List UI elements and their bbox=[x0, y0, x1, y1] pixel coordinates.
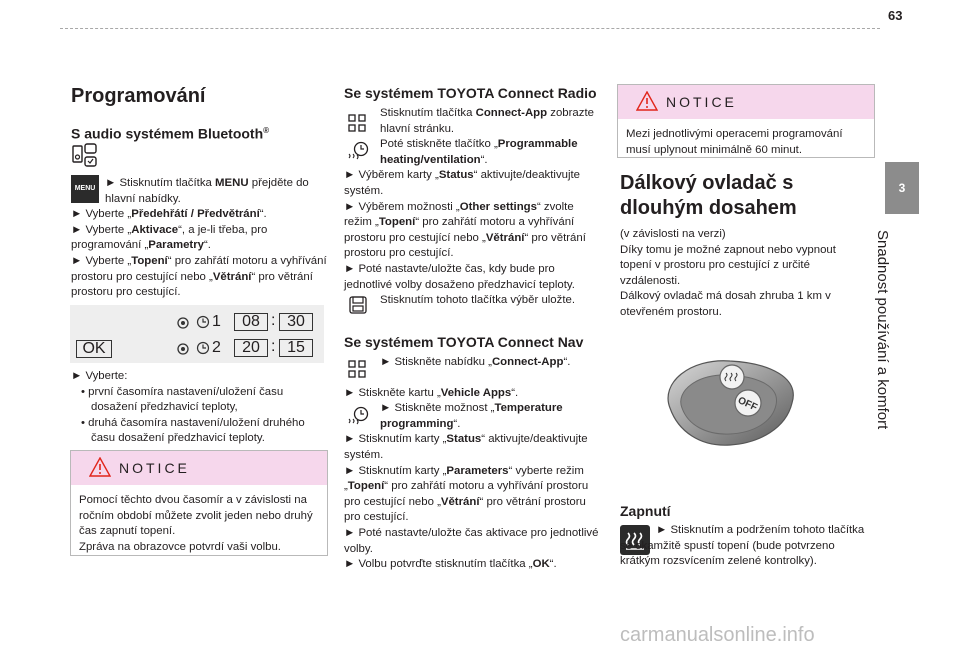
timer-2-hours[interactable]: 20 bbox=[234, 339, 268, 357]
t: Vehicle Apps bbox=[440, 386, 512, 399]
remote-range: Dálkový ovladač má dosah zhruba 1 km v otevřeném prostoru. bbox=[620, 290, 831, 318]
timer-2-colon: : bbox=[271, 338, 276, 355]
t: “ aktivujte/deaktivujte systém. bbox=[344, 169, 581, 197]
t: Topení bbox=[347, 480, 385, 493]
radio-step-1 bbox=[344, 106, 600, 137]
bluetooth-source-icon bbox=[72, 140, 98, 170]
t: “. bbox=[563, 356, 571, 368]
step-heating bbox=[71, 254, 327, 301]
t: MENU bbox=[215, 177, 249, 189]
switch-on-body bbox=[620, 523, 874, 570]
t: “. bbox=[203, 239, 211, 252]
t: přejděte do hlavní nabídky. bbox=[105, 177, 309, 205]
column-3 bbox=[620, 171, 860, 321]
bluetooth-heading bbox=[71, 122, 327, 143]
t: Programmable heating/ventilation bbox=[380, 138, 578, 166]
warning-icon bbox=[89, 457, 111, 477]
nav-step-2 bbox=[344, 386, 600, 402]
step-menu bbox=[71, 176, 327, 207]
registered-mark: ® bbox=[263, 126, 270, 135]
section-title: Programování bbox=[71, 85, 206, 107]
t: “. bbox=[480, 153, 488, 166]
preheat-icon bbox=[176, 316, 190, 330]
t: zobrazte hlavní stránku. bbox=[380, 107, 594, 135]
t: ► Stisknutím tlačítka bbox=[105, 177, 216, 189]
timer-2-minutes[interactable]: 15 bbox=[279, 339, 313, 357]
column-1 bbox=[71, 84, 327, 143]
t: Connect-App bbox=[475, 107, 548, 119]
watermark: carmanualsonline.info bbox=[620, 624, 815, 646]
chapter-title bbox=[870, 230, 930, 610]
t: ► Stiskněte možnost „ bbox=[380, 402, 495, 415]
remote-off-label: OFF bbox=[735, 395, 759, 414]
t: “. bbox=[511, 386, 519, 399]
t: Topení bbox=[378, 216, 416, 229]
t: Connect-App bbox=[491, 356, 564, 368]
radio-step-3 bbox=[344, 168, 600, 199]
radio-heading: Se systémem TOYOTA Connect Radio bbox=[344, 85, 597, 101]
t: ► Stiskněte kartu „ bbox=[344, 386, 441, 399]
notice-text: Zpráva na obrazovce potvrdí vaši volbu. bbox=[79, 540, 281, 553]
nav-step-7 bbox=[344, 557, 600, 573]
t: “ pro zahřátí motoru a vyhřívání prostoru pro cestující nebo „ bbox=[344, 216, 575, 244]
remote-title: Dálkový ovladač s dlouhým dosahem bbox=[620, 172, 797, 219]
chapter-title-text: Snadnost používání a komfort bbox=[874, 230, 891, 430]
save-icon bbox=[349, 296, 367, 314]
clock-icon bbox=[196, 315, 210, 329]
notice-title: NOTICE bbox=[666, 94, 737, 110]
t: Parameters bbox=[446, 464, 509, 477]
remote-control-image bbox=[660, 353, 800, 453]
page-number: 63 bbox=[888, 8, 903, 23]
t: “. bbox=[259, 208, 267, 221]
t: ► Vyberte „ bbox=[71, 254, 132, 267]
t: “ pro větrání prostoru pro cestující. bbox=[344, 495, 586, 524]
t: Parametry bbox=[148, 239, 204, 252]
column-2 bbox=[344, 84, 600, 102]
switch-on-text: ► Stisknutím a podržením tohoto tlačítka se okamžitě spustí topení (bude potvrzeno krátkým rozsvícením zelené kontrolky). bbox=[620, 524, 865, 568]
column-2-nav bbox=[344, 333, 600, 351]
notice-body bbox=[618, 119, 874, 164]
bullet-item: • první časomíra nastavení/uložení času dosažení předzhavicí teploty, bbox=[81, 385, 284, 414]
t: Status bbox=[446, 433, 482, 446]
t: “ pro zahřátí motoru a vyhřívání prostoru pro cestující nebo „ bbox=[344, 480, 589, 508]
nav-heading: Se systémem TOYOTA Connect Nav bbox=[344, 334, 584, 350]
t: Other settings bbox=[459, 200, 537, 213]
column-2-nav-body bbox=[344, 355, 600, 573]
timer-display bbox=[70, 305, 324, 363]
nav-step-6: ► Poté nastavte/uložte čas aktivace pro jednotlivé volby. bbox=[344, 526, 599, 555]
t: Větrání bbox=[212, 270, 252, 283]
t: Status bbox=[438, 169, 474, 182]
bluetooth-heading-text: S audio systémem Bluetooth bbox=[71, 125, 264, 142]
select-line: ► Vyberte: bbox=[71, 370, 128, 382]
t: Větrání bbox=[485, 231, 525, 244]
warning-icon bbox=[636, 91, 658, 111]
t: ► Stisknutím karty „ bbox=[344, 433, 447, 446]
t: Stisknutím tlačítka bbox=[380, 107, 476, 119]
t: “ vyberte režim „ bbox=[344, 464, 584, 493]
preheat-icon bbox=[176, 342, 190, 356]
notice-title: NOTICE bbox=[119, 460, 190, 476]
notice-body bbox=[71, 485, 327, 561]
t: “ pro větrání prostoru pro cestující. bbox=[71, 270, 313, 299]
t: OK bbox=[532, 558, 550, 571]
timer-1-colon: : bbox=[271, 312, 276, 329]
clock-icon bbox=[196, 341, 210, 355]
t: ► Výběrem možnosti „ bbox=[344, 200, 460, 213]
notice-box bbox=[617, 84, 875, 158]
nav-step-1 bbox=[344, 355, 600, 371]
t: “, a je-li třeba, pro programování „ bbox=[71, 223, 268, 252]
t: Předehřátí / Předvětrání bbox=[131, 208, 260, 221]
radio-step-4 bbox=[344, 200, 600, 262]
bullet-item: • druhá časomíra nastavení/uložení druhého času dosažení předzhavicí teploty. bbox=[81, 416, 305, 445]
notice-text: Mezi jednotlivými operacemi programování musí uplynout minimálně 60 minut. bbox=[626, 128, 843, 156]
column-1-body bbox=[71, 176, 327, 301]
switch-on-heading: Zapnutí bbox=[620, 503, 671, 519]
nav-step-3 bbox=[344, 401, 600, 432]
t: ► Stiskněte nabídku „ bbox=[380, 356, 492, 368]
t: ► Výběrem karty „ bbox=[344, 169, 439, 182]
t: “. bbox=[453, 417, 461, 430]
t: Temperature programming bbox=[380, 402, 563, 430]
select-timers bbox=[71, 369, 327, 447]
notice-header bbox=[71, 451, 327, 485]
column-2-radio-body bbox=[344, 106, 600, 309]
notice-box bbox=[70, 450, 328, 556]
t: “ aktivujte/deaktivujte systém. bbox=[344, 433, 588, 461]
t: Aktivace bbox=[131, 223, 179, 236]
radio-step-5: ► Poté nastavte/uložte čas, kdy bude pro jednotlivé volby dosaženo předzhavicí teploty. bbox=[344, 262, 575, 291]
t: ► Stisknutím karty „ bbox=[344, 464, 447, 477]
t: ► Vyberte „ bbox=[71, 208, 132, 221]
notice-text: Pomocí těchto dvou časomír a v závislosti na ročním období můžete zvolit jeden nebo druhý čas zapnutí topení. bbox=[79, 494, 313, 538]
step-preheat bbox=[71, 207, 327, 223]
remote-version: (v závislosti na verzi) bbox=[620, 228, 726, 240]
t: “ zvolte režim „ bbox=[344, 200, 574, 229]
header-divider bbox=[60, 28, 880, 29]
nav-step-4 bbox=[344, 432, 600, 463]
switch-on-section bbox=[620, 502, 860, 520]
t: ► Vyberte „ bbox=[71, 223, 132, 236]
t: “ pro zahřátí motoru a vyhřívání prostoru pro cestující nebo „ bbox=[71, 254, 327, 283]
t: Větrání bbox=[440, 495, 480, 508]
menu-button-icon: MENU bbox=[71, 175, 99, 203]
radio-step-6: Stisknutím tohoto tlačítka výběr uložte. bbox=[380, 294, 575, 307]
remote-description: Díky tomu je možné zapnout nebo vypnout topení v prostoru pro cestující z určité vzdálenosti. bbox=[620, 243, 836, 287]
timer-2-index: 2 bbox=[212, 339, 221, 356]
step-activation bbox=[71, 223, 327, 254]
t: Topení bbox=[131, 254, 168, 267]
chapter-tab[interactable]: 3 bbox=[885, 162, 919, 214]
notice-header bbox=[618, 85, 874, 119]
t: Poté stiskněte tlačítko „ bbox=[380, 138, 498, 151]
timer-1-index: 1 bbox=[212, 313, 221, 330]
radio-step-2 bbox=[344, 137, 600, 168]
t: ► Volbu potvrďte stisknutím tlačítka „ bbox=[344, 558, 533, 571]
timer-1-minutes[interactable]: 30 bbox=[279, 313, 313, 331]
t: “ pro větrání prostoru pro cestující. bbox=[344, 231, 586, 260]
t: “. bbox=[549, 558, 557, 571]
ok-button[interactable]: OK bbox=[76, 340, 112, 358]
nav-step-5 bbox=[344, 464, 600, 526]
timer-1-hours[interactable]: 08 bbox=[234, 313, 268, 331]
